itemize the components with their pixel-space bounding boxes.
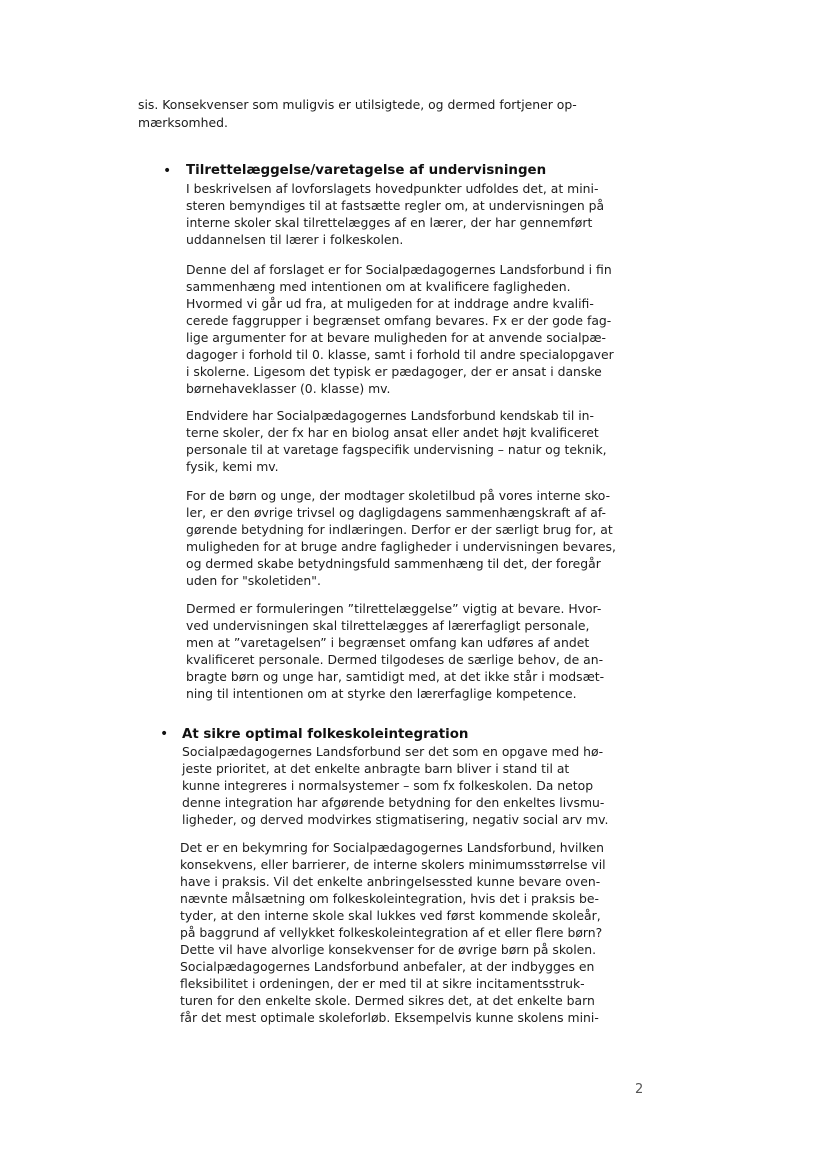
paragraph-line: Endvidere har Socialpædagogernes Landsforbund kendskab til in- [186, 408, 594, 423]
paragraph-line: gørende betydning for indlæringen. Derfor er der særligt brug for, at [186, 522, 613, 537]
paragraph-line: lige argumenter for at bevare muligheden for at anvende socialpæ- [186, 330, 607, 345]
paragraph-line: sammenhæng med intentionen om at kvalificere fagligheden. [186, 279, 571, 294]
paragraph-line: kunne integreres i normalsystemer – som fx folkeskolen. Da netop [182, 778, 594, 793]
paragraph-line: Det er en bekymring for Socialpædagogernes Landsforbund, hvilken [180, 840, 605, 855]
paragraph-line: jeste prioritet, at det enkelte anbragte barn bliver i stand til at [182, 761, 570, 776]
paragraph-line: kvalificeret personale. Dermed tilgodeses de særlige behov, de an- [186, 652, 604, 667]
intro-line: mærksomhed. [138, 115, 228, 130]
paragraph-line: tyder, at den interne skole skal lukkes ved først kommende skoleår, [180, 908, 601, 923]
paragraph-line: interne skoler skal tilrettelægges af en lærer, der har gennemført [186, 215, 593, 230]
paragraph-line: terne skoler, der fx har en biolog ansat eller andet højt kvalificeret [186, 425, 599, 440]
paragraph-line: I beskrivelsen af lovforslagets hovedpunkter udfoldes det, at mini- [186, 181, 599, 196]
page-number: 2 [635, 1082, 644, 1097]
paragraph-line: steren bemyndiges til at fastsætte regler om, at undervisningen på [186, 198, 605, 213]
paragraph-line: men at ”varetagelsen” i begrænset omfang kan udføres af andet [186, 635, 590, 650]
paragraph-line: For de børn og unge, der modtager skoletilbud på vores interne sko- [186, 488, 611, 503]
paragraph-line: Socialpædagogernes Landsforbund anbefaler, at der indbygges en [180, 959, 595, 974]
paragraph-line: have i praksis. Vil det enkelte anbringelsessted kunne bevare oven- [180, 874, 601, 889]
paragraph-line: uden for "skoletiden". [186, 573, 321, 588]
paragraph-line: Dermed er formuleringen ”tilrettelæggelse” vigtig at bevare. Hvor- [186, 601, 602, 616]
paragraph-line: i skolerne. Ligesom det typisk er pædagoger, der er ansat i danske [186, 364, 602, 379]
paragraph-line: personale til at varetage fagspecifik undervisning – natur og teknik, [186, 442, 607, 457]
paragraph-line: cerede faggrupper i begrænset omfang bevares. Fx er der gode fag- [186, 313, 612, 328]
paragraph-line: ved undervisningen skal tilrettelægges af lærerfagligt personale, [186, 618, 590, 633]
bullet-icon: • [160, 726, 169, 742]
paragraph-line: konsekvens, eller barrierer, de interne skolers minimumsstørrelse vil [180, 857, 606, 872]
paragraph-line: bragte børn og unge har, samtidigt med, at det ikke står i modsæt- [186, 669, 605, 684]
paragraph-line: på baggrund af vellykket folkeskoleintegration af et eller flere børn? [180, 925, 603, 940]
paragraph-line: børnehaveklasser (0. klasse) mv. [186, 381, 391, 396]
paragraph-line: Socialpædagogernes Landsforbund ser det som en opgave med hø- [182, 744, 604, 759]
paragraph-line: Dette vil have alvorlige konsekvenser for de øvrige børn på skolen. [180, 942, 597, 957]
paragraph-line: ning til intentionen om at styrke den lærerfaglige kompetence. [186, 686, 577, 701]
intro-line: sis. Konsekvenser som muligvis er utilsigtede, og dermed fortjener op- [138, 97, 577, 112]
paragraph-line: uddannelsen til lærer i folkeskolen. [186, 232, 404, 247]
paragraph-line: nævnte målsætning om folkeskoleintegration, hvis det i praksis be- [180, 891, 599, 906]
paragraph-line: turen for den enkelte skole. Dermed sikres det, at det enkelte barn [180, 993, 595, 1008]
paragraph-line: Hvormed vi går ud fra, at muligeden for at inddrage andre kvalifi- [186, 296, 594, 311]
paragraph-line: får det mest optimale skoleforløb. Eksempelvis kunne skolens mini- [180, 1010, 599, 1025]
paragraph-line: fysik, kemi mv. [186, 459, 279, 474]
section-heading: Tilrettelæggelse/varetagelse af undervisningen [186, 163, 547, 178]
bullet-icon: • [163, 163, 172, 179]
paragraph-line: dagoger i forhold til 0. klasse, samt i forhold til andre specialopgaver [186, 347, 614, 362]
paragraph-line: muligheden for at bruge andre fagligheder i undervisningen bevares, [186, 539, 616, 554]
section-heading: At sikre optimal folkeskoleintegration [182, 727, 469, 742]
paragraph-line: Denne del af forslaget er for Socialpædagogernes Landsforbund i fin [186, 262, 612, 277]
paragraph-line: ligheder, og derved modvirkes stigmatisering, negativ social arv mv. [182, 812, 609, 827]
paragraph-line: ler, er den øvrige trivsel og dagligdagens sammenhængskraft af af- [186, 505, 606, 520]
paragraph-line: denne integration har afgørende betydning for den enkeltes livsmu- [182, 795, 605, 810]
paragraph-line: fleksibilitet i ordeningen, der er med til at sikre incitamentsstruk- [180, 976, 585, 991]
paragraph-line: og dermed skabe betydningsfuld sammenhæng til det, der foregår [186, 556, 601, 571]
